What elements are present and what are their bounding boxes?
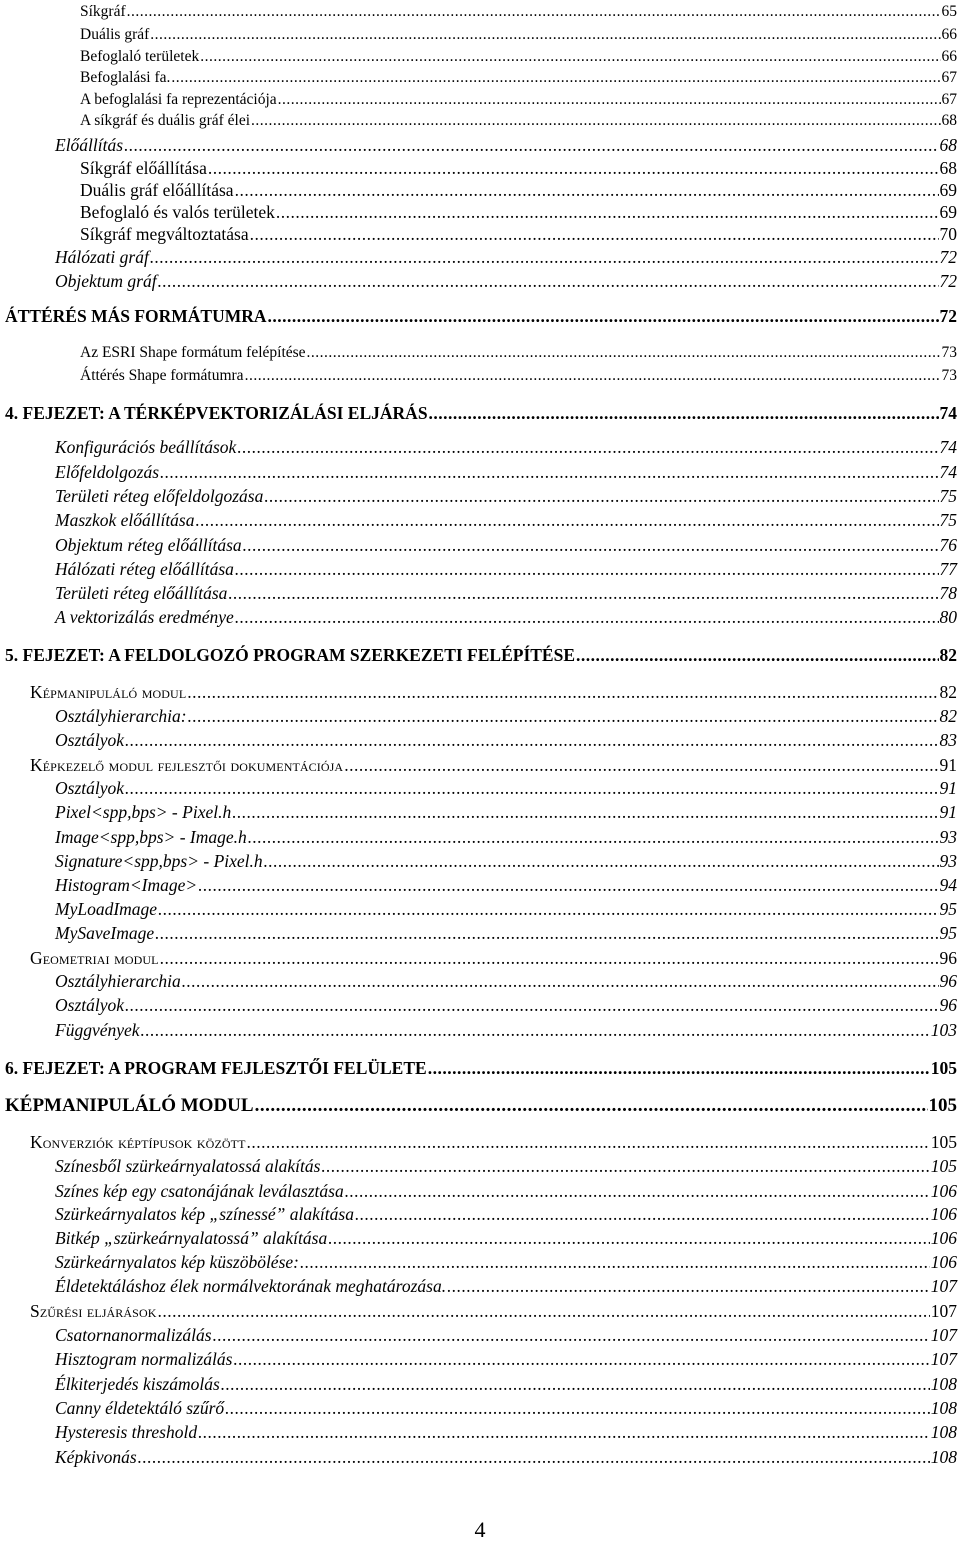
toc-entry-title: Színes kép egy csatonájának leválasztása	[55, 1181, 344, 1201]
toc-entry-title: Osztályhierarchia:	[55, 706, 187, 726]
toc-entry-title: Előfeldolgozás	[55, 462, 160, 482]
toc-entry-title: Osztályok	[55, 730, 125, 750]
toc-entry[interactable]	[0, 245, 957, 269]
dot-leader	[264, 849, 939, 873]
toc-entry[interactable]	[0, 873, 957, 897]
toc-entry[interactable]	[0, 581, 957, 605]
toc-entry-page: 95	[939, 923, 957, 943]
dot-leader	[160, 460, 938, 484]
toc-entry-page: 74	[939, 403, 957, 423]
toc-entry-title: 5. FEJEZET: A FELDOLGOZÓ PROGRAM SZERKEZETI FELÉPÍTÉSE	[5, 645, 576, 665]
toc-entry-title: A síkgráf és duális gráf élei	[80, 112, 251, 129]
dot-leader	[345, 1179, 930, 1203]
toc-entry-title: Csatornanormalizálás	[55, 1325, 212, 1345]
dot-leader	[355, 1202, 930, 1226]
dot-leader	[158, 897, 938, 921]
toc-entry[interactable]	[0, 341, 957, 365]
toc-entry-title: Éldetektáláshoz élek normálvektorának meghatározása.	[55, 1276, 447, 1296]
toc-entry[interactable]	[0, 533, 957, 557]
toc-entry[interactable]	[0, 109, 957, 133]
toc-entry[interactable]	[0, 753, 957, 777]
toc-entry-title: Hálózati réteg előállítása	[55, 559, 234, 579]
toc-entry-page: 107	[930, 1301, 957, 1321]
dot-leader	[429, 401, 939, 425]
toc-entry[interactable]	[0, 200, 957, 224]
toc-entry-title: Konfigurációs beállítások	[55, 437, 237, 457]
dot-leader	[124, 133, 938, 157]
toc-entry-page: 69	[939, 202, 957, 222]
dot-leader	[196, 508, 939, 532]
dot-leader	[182, 969, 939, 993]
toc-entry-title: Szürkeárnyalatos kép „színessé” alakítása	[55, 1204, 354, 1224]
toc-entry[interactable]	[0, 825, 957, 849]
toc-entry-title: Hysteresis threshold	[55, 1422, 198, 1442]
toc-entry-title: Bitkép „szürkeárnyalatossá” alakítása	[55, 1228, 328, 1248]
dot-leader	[248, 825, 939, 849]
dot-leader	[188, 704, 939, 728]
toc-entry-title: 6. FEJEZET: A PROGRAM FEJLESZTŐI FELÜLETE	[5, 1058, 427, 1078]
toc-entry-page: 66	[941, 48, 957, 65]
toc-entry-page: 107	[930, 1349, 957, 1369]
dot-leader	[576, 643, 938, 667]
toc-entry-title: A vektorizálás eredménye	[55, 607, 234, 627]
toc-entry-page: 67	[941, 91, 957, 108]
toc-entry-page: 66	[941, 26, 957, 43]
toc-entry-page: 103	[930, 1020, 957, 1040]
toc-entry-page: 106	[930, 1228, 957, 1248]
dot-leader	[321, 1154, 929, 1178]
toc-entry[interactable]	[0, 304, 957, 328]
toc-entry-title: Képkezelő modul fejlesztői dokumentációja	[30, 755, 344, 775]
dot-leader	[198, 873, 938, 897]
toc-entry-title: Canny éldetektáló szűrő	[55, 1398, 225, 1418]
toc-entry-title: Színesből szürkeárnyalatossá alakítás	[55, 1156, 321, 1176]
toc-entry-title: Síkgráf megváltoztatása	[80, 224, 249, 244]
toc-entry[interactable]	[0, 401, 957, 425]
toc-entry-title: ÁTTÉRÉS MÁS FORMÁTUMRA	[5, 306, 267, 326]
toc-entry-page: 91	[939, 778, 957, 798]
toc-entry-title: Hisztogram normalizálás	[55, 1349, 233, 1369]
dot-leader	[232, 800, 938, 824]
toc-entry[interactable]	[0, 1347, 957, 1371]
toc-entry-page: 105	[930, 1132, 957, 1152]
dot-leader	[264, 484, 938, 508]
dot-leader	[328, 1226, 930, 1250]
dot-leader	[447, 1274, 930, 1298]
toc-entry[interactable]	[0, 605, 957, 629]
toc-entry-title: Síkgráf előállítása	[80, 158, 207, 178]
toc-entry[interactable]	[0, 1130, 957, 1154]
toc-entry[interactable]	[0, 1372, 957, 1396]
toc-entry-page: 70	[939, 224, 957, 244]
toc-entry-title: Függvények	[55, 1020, 140, 1040]
toc-entry[interactable]	[0, 1323, 957, 1347]
toc-entry-title: Image<spp,bps> - Image.h	[55, 827, 247, 847]
toc-entry-page: 75	[939, 510, 957, 530]
toc-entry-page: 76	[939, 535, 957, 555]
toc-entry-title: 4. FEJEZET: A TÉRKÉPVEKTORIZÁLÁSI ELJÁRÁS	[5, 403, 428, 423]
toc-entry[interactable]	[0, 969, 957, 993]
dot-leader	[225, 1396, 930, 1420]
toc-entry-title: Az ESRI Shape formátum felépítése	[80, 344, 306, 361]
dot-leader	[160, 946, 939, 970]
toc-entry-page: 93	[939, 851, 957, 871]
toc-entry[interactable]	[0, 1396, 957, 1420]
toc-entry[interactable]	[0, 1445, 957, 1469]
toc-entry[interactable]	[0, 1299, 957, 1323]
dot-leader	[171, 66, 940, 90]
toc-entry-page: 72	[939, 271, 957, 291]
toc-entry-page: 67	[941, 69, 957, 86]
toc-entry[interactable]	[0, 800, 957, 824]
toc-entry-page: 96	[939, 995, 957, 1015]
toc-entry-page: 108	[930, 1422, 957, 1442]
toc-entry-page: 72	[939, 306, 957, 326]
toc-entry[interactable]	[0, 897, 957, 921]
toc-entry-page: 96	[939, 971, 957, 991]
toc-entry[interactable]	[0, 508, 957, 532]
toc-entry[interactable]	[0, 222, 957, 246]
toc-entry[interactable]	[0, 1420, 957, 1444]
dot-leader	[245, 364, 941, 388]
toc-entry[interactable]	[0, 728, 957, 752]
dot-leader	[213, 1323, 930, 1347]
toc-entry-title: Szürkeárnyalatos kép küszöbölése:	[55, 1252, 299, 1272]
toc-entry-page: 74	[939, 437, 957, 457]
toc-entry-page: 91	[939, 802, 957, 822]
toc-entry-page: 108	[930, 1374, 957, 1394]
dot-leader	[138, 1445, 930, 1469]
toc-entry-title: Objektum réteg előállítása	[55, 535, 242, 555]
toc-entry[interactable]	[0, 178, 957, 202]
toc-entry-page: 106	[930, 1204, 957, 1224]
dot-leader	[221, 1372, 930, 1396]
page-number: 4	[474, 1517, 486, 1542]
dot-leader	[255, 1094, 928, 1118]
toc-entry-page: 82	[939, 645, 957, 665]
toc-entry-title: Befoglaló és valós területek	[80, 202, 275, 222]
toc-entry[interactable]	[0, 484, 957, 508]
toc-entry-title: Osztályok	[55, 778, 125, 798]
dot-leader	[125, 728, 938, 752]
toc-entry-page: 96	[939, 948, 957, 968]
toc-entry-title: Pixel<spp,bps> - Pixel.h	[55, 802, 232, 822]
toc-entry-title: Áttérés Shape formátumra	[80, 367, 244, 384]
toc-entry[interactable]	[0, 849, 957, 873]
toc-entry-page: 73	[941, 344, 957, 361]
toc-entry-title: Befoglalási fa.	[80, 69, 171, 86]
toc-entry-page: 77	[939, 559, 957, 579]
toc-entry[interactable]	[0, 643, 957, 667]
toc-entry-title: Előállítás	[55, 135, 124, 155]
toc-entry[interactable]	[0, 704, 957, 728]
toc-entry[interactable]	[0, 1250, 957, 1274]
toc-entry-title: Geometriai modul	[30, 948, 159, 968]
toc-entry-page: 75	[939, 486, 957, 506]
toc-entry-title: Objektum gráf	[55, 271, 157, 291]
toc-entry-title: Síkgráf	[80, 3, 126, 20]
toc-entry[interactable]	[0, 156, 957, 180]
toc-entry-page: 82	[939, 706, 957, 726]
toc-entry-title: Duális gráf előállítása	[80, 180, 234, 200]
toc-entry[interactable]	[0, 1154, 957, 1178]
toc-entry[interactable]	[0, 133, 957, 157]
dot-leader	[141, 1018, 930, 1042]
toc-entry-title: Területi réteg előállítása	[55, 583, 228, 603]
toc-entry-title: Histogram<Image>	[55, 875, 198, 895]
dot-leader	[247, 1130, 930, 1154]
dot-leader	[198, 1420, 930, 1444]
toc-entry-page: 107	[930, 1325, 957, 1345]
toc-entry-page: 105	[930, 1156, 957, 1176]
dot-leader	[157, 1299, 929, 1323]
toc-entry[interactable]	[0, 1056, 957, 1080]
toc-entry-page: 69	[939, 180, 957, 200]
toc-entry-page: 95	[939, 899, 957, 919]
toc-entry[interactable]	[0, 435, 957, 459]
toc-entry[interactable]	[0, 1226, 957, 1250]
toc-entry-title: Területi réteg előfeldolgozása	[55, 486, 264, 506]
toc-entry-title: A befoglalási fa reprezentációja	[80, 91, 277, 108]
toc-entry-page: 72	[939, 247, 957, 267]
toc-entry-page: 91	[939, 755, 957, 775]
dot-leader	[228, 581, 938, 605]
toc-entry-page: 65	[941, 3, 957, 20]
toc-entry-title: Maszkok előállítása	[55, 510, 195, 530]
toc-entry[interactable]	[0, 23, 957, 47]
toc-entry-title: KÉPMANIPULÁLÓ MODUL	[5, 1095, 254, 1116]
toc-entry-page: 68	[939, 135, 957, 155]
toc-entry-title: Képkivonás	[55, 1447, 137, 1467]
toc-entry-title: Élkiterjedés kiszámolás	[55, 1374, 220, 1394]
toc-entry[interactable]	[0, 1274, 957, 1298]
toc-entry-page: 106	[930, 1252, 957, 1272]
dot-leader	[250, 222, 939, 246]
toc-entry-title: Duális gráf	[80, 26, 150, 43]
toc-entry-page: 73	[941, 367, 957, 384]
toc-entry-page: 68	[939, 158, 957, 178]
toc-entry[interactable]	[0, 0, 957, 24]
dot-leader	[235, 557, 939, 581]
dot-leader	[233, 1347, 929, 1371]
dot-leader	[208, 156, 939, 180]
toc-entry-title: MyLoadImage	[55, 899, 158, 919]
toc-entry-title: MySaveImage	[55, 923, 155, 943]
dot-leader	[268, 304, 939, 328]
dot-leader	[125, 993, 938, 1017]
dot-leader	[155, 921, 938, 945]
toc-entry-title: Signature<spp,bps> - Pixel.h	[55, 851, 263, 871]
toc-entry-page: 82	[939, 682, 957, 702]
toc-entry-page: 93	[939, 827, 957, 847]
toc-entry-page: 68	[941, 112, 957, 129]
toc-entry-page: 78	[939, 583, 957, 603]
dot-leader	[300, 1250, 930, 1274]
toc-entry-title: Befoglaló területek	[80, 48, 200, 65]
toc-entry-page: 80	[939, 607, 957, 627]
toc-entry[interactable]	[0, 776, 957, 800]
toc-entry[interactable]	[0, 993, 957, 1017]
dot-leader	[307, 341, 941, 365]
toc-entry-title: Képmanipuláló modul	[30, 682, 187, 702]
toc-entry-page: 83	[939, 730, 957, 750]
toc-entry-page: 74	[939, 462, 957, 482]
toc-entry-page: 108	[930, 1398, 957, 1418]
toc-entry-page: 106	[930, 1181, 957, 1201]
dot-leader	[187, 680, 938, 704]
dot-leader	[158, 269, 939, 293]
toc-entry-title: Szűrési eljárások	[30, 1301, 157, 1321]
toc-entry[interactable]	[0, 946, 957, 970]
toc-entry-title: Osztályhierarchia	[55, 971, 181, 991]
toc-entry[interactable]	[0, 680, 957, 704]
toc-entry[interactable]	[0, 269, 957, 293]
toc-entry[interactable]	[0, 921, 957, 945]
toc-entry[interactable]	[0, 1179, 957, 1203]
dot-leader	[276, 200, 939, 224]
dot-leader	[428, 1056, 930, 1080]
toc-entry-page: 105	[928, 1095, 957, 1116]
toc-entry-title: Hálózati gráf	[55, 247, 149, 267]
toc-entry[interactable]	[0, 460, 957, 484]
toc-entry[interactable]	[0, 557, 957, 581]
toc-entry-page: 94	[939, 875, 957, 895]
dot-leader	[235, 178, 939, 202]
toc-entry[interactable]	[0, 1018, 957, 1042]
dot-leader	[344, 753, 938, 777]
toc-entry-page: 105	[930, 1058, 957, 1078]
dot-leader	[150, 23, 940, 47]
dot-leader	[235, 605, 939, 629]
dot-leader	[127, 0, 941, 24]
dot-leader	[237, 435, 938, 459]
dot-leader	[243, 533, 939, 557]
toc-entry-page: 108	[930, 1447, 957, 1467]
toc-entry[interactable]	[0, 364, 957, 388]
toc-entry[interactable]	[0, 1094, 957, 1118]
toc-entry-page: 107	[930, 1276, 957, 1296]
toc-entry-title: Konverziók képtípusok között	[30, 1132, 246, 1152]
dot-leader	[150, 245, 939, 269]
toc-entry[interactable]	[0, 66, 957, 90]
dot-leader	[125, 776, 938, 800]
dot-leader	[251, 109, 940, 133]
toc-entry[interactable]	[0, 1202, 957, 1226]
toc-entry-title: Osztályok	[55, 995, 125, 1015]
